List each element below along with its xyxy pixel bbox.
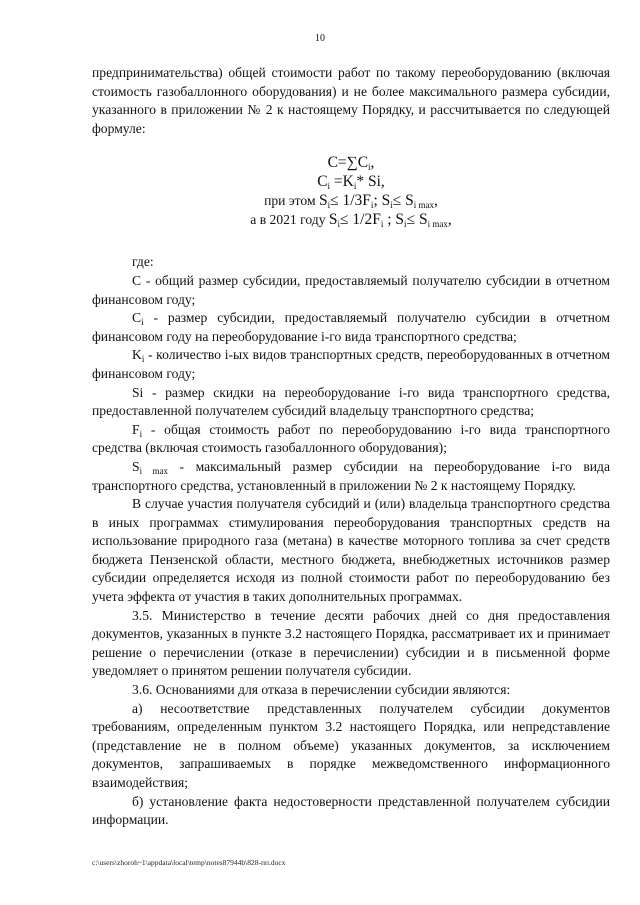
definition-c: C - общий размер субсидии, предоставляемый получателю субсидии в отчетном финансовом году; bbox=[92, 272, 610, 307]
footer-file-path: c:\users\zhoroh~1\appdata\local\temp\notes87944b\828-пп.docx bbox=[92, 858, 286, 867]
paragraph-3-6: 3.6. Основаниями для отказа в перечислении субсидии являются: bbox=[132, 682, 511, 698]
definition-ki: $K_i$ - количество i-ых видов транспортных средств, переоборудованных в отчетном финансовом году; bbox=[92, 347, 610, 381]
definition-ci: $C_i$ - размер субсидии, предоставляемый получателю субсидии в отчетном финансовом году на переоборудование i-го вида транспортного средства; bbox=[92, 310, 610, 344]
definition-simax: $S_{i max}$ - максимальный размер субсидии на переоборудование i-го вида транспортного средства, установленный в приложении № 2 к настоящему Порядку. bbox=[92, 458, 611, 493]
paragraph-3-6-a: а) несоответствие представленных получателем субсидии документов требованиям, определенным пунктом 3.2 настоящего Порядка, или непредставление (представление не в полном объеме) указанных документов, за исключением документов, запрашиваемых в порядке межведомственного информационного взаимодействия; bbox=[92, 700, 610, 790]
definition-fi: $F_i$ - общая стоимость работ по переоборудованию i-го вида транспортного средства (включая стоимость газобаллонного оборудования); bbox=[92, 421, 610, 456]
intro-paragraph: предпринимательства) общей стоимости работ по такому переоборудованию (включая стоимость газобаллонного оборудования) и не более максимального размера субсидии, указанного в приложении № 2 к настоящему Порядку, и рассчитывается по следующей формуле: bbox=[92, 65, 610, 136]
formula-line-3: при этом $S_i\le 1/3F_i$; $S_i\le S_{i max}$, bbox=[264, 192, 438, 211]
where-label: где: bbox=[132, 254, 154, 270]
definition-si: Si - размер скидки на переоборудование i-го вида транспортного средства, предоставленной получателем субсидий владельцу транспортного средства; bbox=[92, 384, 610, 419]
document-body bbox=[92, 64, 610, 830]
paragraph-3-6-b: б) установление факта недостоверности представленной получателем субсидии информации. bbox=[92, 793, 610, 828]
formula-line-1: $C=\sum C_i$, bbox=[327, 154, 375, 173]
formula-block bbox=[92, 153, 610, 229]
formula-line-2: $C_i =K_i*$ Si, bbox=[317, 173, 385, 192]
page-number: 10 bbox=[315, 33, 325, 44]
paragraph-other-programs: В случае участия получателя субсидий и (или) владельца транспортного средства в иных программах стимулирования переоборудования транспортных средств на использование природного газа (метана) в качестве моторного топлива за счет средств бюджета Пензенской области, местного бюджета, внебюджетных источников размер субсидии определяется исходя из полной стоимости работ по переоборудованию без учета эффекта от участия в таких дополнительных программах. bbox=[92, 496, 610, 605]
paragraph-3-5: 3.5. Министерство в течение десяти рабочих дней со дня предоставления документов, указанных в пункте 3.2 настоящего Порядка, рассматривает их и принимает решение о перечислении (отказе в перечислении) субсидии и в письменной форме уведомляет о принятом решении получателя субсидии. bbox=[92, 607, 610, 679]
formula-line-4: а в 2021 году $S_i\le 1/2F_i$ ; $S_i\le S_{i max}$, bbox=[250, 211, 452, 230]
